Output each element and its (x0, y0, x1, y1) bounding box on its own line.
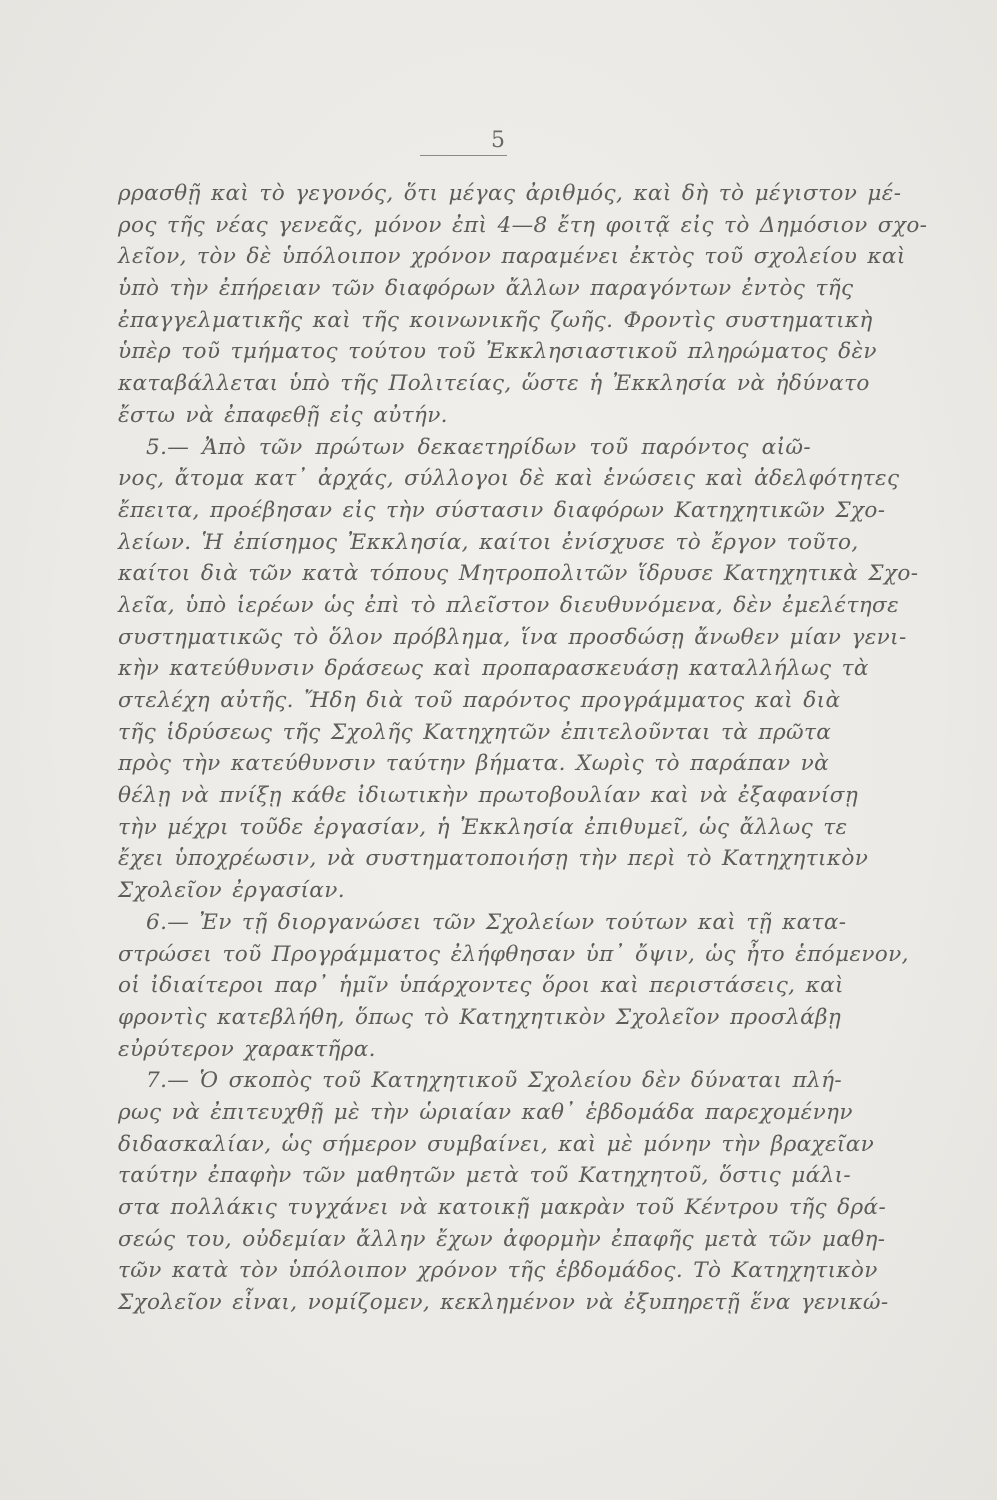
text-line: σεώς του, οὐδεμίαν ἄλλην ἔχων ἀφορμὴν ἐπαφῆς μετὰ τῶν μαθη- (118, 1226, 886, 1252)
text-line: νος, ἄτομα κατ᾽ ἀρχάς, σύλλογοι δὲ καὶ ἑνώσεις καὶ ἀδελφότητες (118, 466, 900, 492)
text-line: συστηματικῶς τὸ ὅλον πρόβλημα, ἵνα προσδώσῃ ἄνωθεν μίαν γενι- (118, 624, 907, 650)
text-line: Σχολεῖον εἶναι, νομίζομεν, κεκλημένον νὰ ἐξυπηρετῇ ἕνα γενικώ- (118, 1290, 889, 1316)
text-line: 6.— Ἐν τῇ διοργανώσει τῶν Σχολείων τούτων καὶ τῇ κατα- (146, 909, 847, 935)
text-line: στρώσει τοῦ Προγράμματος ἐλήφθησαν ὑπ᾽ ὄψιν, ὡς ἦτο ἑπόμενον, (118, 941, 909, 967)
text-line: καταβάλλεται ὑπὸ τῆς Πολιτείας, ὥστε ἡ Ἐκκλησία νὰ ἠδύνατο (118, 371, 870, 397)
text-line: ὑπὲρ τοῦ τμήματος τούτου τοῦ Ἐκκλησιαστικοῦ πληρώματος δὲν (118, 339, 877, 365)
text-line: καίτοι διὰ τῶν κατὰ τόπους Μητροπολιτῶν ἵδρυσε Κατηχητικὰ Σχο- (118, 561, 919, 587)
text-line: Σχολεῖον ἐργασίαν. (118, 878, 345, 904)
text-line: πρὸς τὴν κατεύθυνσιν ταύτην βήματα. Χωρὶς τὸ παράπαν νὰ (118, 751, 830, 777)
text-line: ἔχει ὑποχρέωσιν, νὰ συστηματοποιήσῃ τὴν περὶ τὸ Κατηχητικὸν (118, 846, 869, 872)
text-line: λεῖα, ὑπὸ ἱερέων ὡς ἐπὶ τὸ πλεῖστον διευθυνόμενα, δὲν ἐμελέτησε (118, 592, 900, 618)
text-line: οἱ ἰδιαίτεροι παρ᾽ ἡμῖν ὑπάρχοντες ὅροι καὶ περιστάσεις, καὶ (118, 973, 844, 999)
page-number: 5 (491, 128, 506, 153)
text-line: ρρασθῇ καὶ τὸ γεγονός, ὅτι μέγας ἀριθμός, καὶ δὴ τὸ μέγιστον μέ- (118, 181, 902, 206)
text-line: τὴν μέχρι τοῦδε ἐργασίαν, ἡ Ἐκκλησία ἐπιθυμεῖ, ὡς ἄλλως τε (118, 814, 848, 840)
text-line: λεῖον, τὸν δὲ ὑπόλοιπον χρόνον παραμένει ἐκτὸς τοῦ σχολείου καὶ (118, 244, 906, 270)
text-line: 7.— Ὁ σκοπὸς τοῦ Κατηχητικοῦ Σχολείου δὲν δύναται πλή- (146, 1068, 843, 1094)
text-line: στελέχη αὐτῆς. Ἤδη διὰ τοῦ παρόντος προγράμματος καὶ διὰ (118, 688, 841, 713)
text-line: ἐπαγγελματικῆς καὶ τῆς κοινωνικῆς ζωῆς. Φροντὶς συστηματικὴ (118, 307, 873, 333)
text-line: τῆς ἱδρύσεως τῆς Σχολῆς Κατηχητῶν ἐπιτελοῦνται τὰ πρῶτα (118, 719, 832, 745)
text-line: ἔστω νὰ ἐπαφεθῇ εἰς αὐτήν. (118, 402, 448, 428)
text-line: ὑπὸ τὴν ἐπήρειαν τῶν διαφόρων ἄλλων παραγόντων ἐντὸς τῆς (118, 276, 854, 302)
text-line: ρως νὰ ἐπιτευχθῇ μὲ τὴν ὡριαίαν καθ᾽ ἑβδομάδα παρεχομένην (118, 1099, 853, 1125)
text-line: ταύτην ἐπαφὴν τῶν μαθητῶν μετὰ τοῦ Κατηχητοῦ, ὅστις μάλι- (118, 1163, 852, 1189)
text-line: στα πολλάκις τυγχάνει νὰ κατοικῇ μακρὰν τοῦ Κέντρου τῆς δρά- (118, 1195, 887, 1220)
text-line: εὐρύτερον χαρακτῆρα. (118, 1036, 376, 1062)
text-line: τῶν κατὰ τὸν ὑπόλοιπον χρόνον τῆς ἑβδομάδος. Τὸ Κατηχητικὸν (118, 1258, 878, 1284)
text-line: λείων. Ἡ ἐπίσημος Ἐκκλησία, καίτοι ἐνίσχυσε τὸ ἔργον τοῦτο, (118, 529, 859, 555)
text-line: ρος τῆς νέας γενεᾶς, μόνον ἐπὶ 4—8 ἔτη φοιτᾷ εἰς τὸ Δημόσιον σχο- (118, 212, 928, 238)
text-line: θέλῃ νὰ πνίξῃ κάθε ἰδιωτικὴν πρωτοβουλίαν καὶ νὰ ἐξαφανίσῃ (118, 783, 859, 809)
header-rule (420, 155, 507, 156)
text-line: ἔπειτα, προέβησαν εἰς τὴν σύστασιν διαφόρων Κατηχητικῶν Σχο- (118, 497, 886, 523)
text-line: 5.— Ἀπὸ τῶν πρώτων δεκαετηρίδων τοῦ παρόντος αἰῶ- (146, 434, 811, 460)
text-line: διδασκαλίαν, ὡς σήμερον συμβαίνει, καὶ μὲ μόνην τὴν βραχεῖαν (118, 1131, 875, 1157)
body-text (118, 178, 928, 1319)
text-line: φροντὶς κατεβλήθη, ὅπως τὸ Κατηχητικὸν Σχολεῖον προσλάβῃ (118, 1004, 842, 1030)
text-line: κὴν κατεύθυνσιν δράσεως καὶ προπαρασκευάσῃ καταλλήλως τὰ (118, 656, 869, 682)
